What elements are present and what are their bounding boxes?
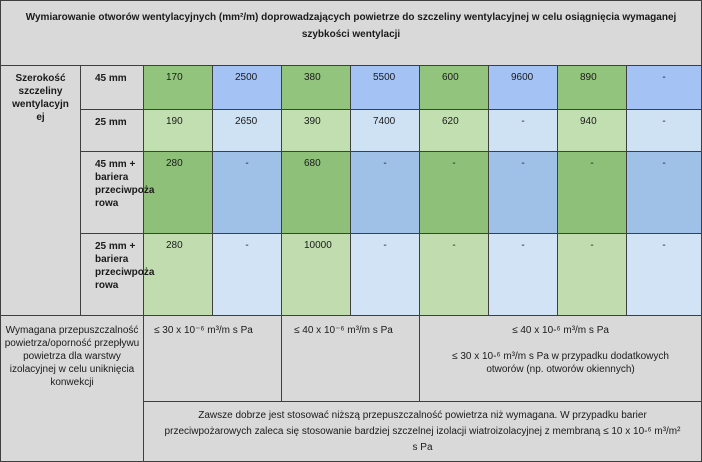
table-cell: 7400 xyxy=(351,110,420,152)
requirement-value-3 xyxy=(420,316,702,402)
table-cell: - xyxy=(558,152,627,234)
table-cell: 280 xyxy=(144,152,213,234)
table-cell: - xyxy=(420,152,489,234)
table-cell: 9600 xyxy=(489,66,558,110)
table-cell: 2650 xyxy=(213,110,282,152)
requirement-label: Wymagana przepuszczalność powietrza/oporność przepływu powietrza dla warstwy izolacyjnej w celu uniknięcia konwekcji xyxy=(1,316,144,462)
table-cell: - xyxy=(213,152,282,234)
table-cell: - xyxy=(420,234,489,316)
table-cell: - xyxy=(213,234,282,316)
table-cell: - xyxy=(351,234,420,316)
row-width-label: 45 mm xyxy=(81,66,144,110)
table-cell: 890 xyxy=(558,66,627,110)
row-width-label: 25 mm xyxy=(81,110,144,152)
table-cell: - xyxy=(627,234,702,316)
table-cell: 190 xyxy=(144,110,213,152)
table-cell: 380 xyxy=(282,66,351,110)
table-cell: 600 xyxy=(420,66,489,110)
gap-width-header: Szerokość szczeliny wentylacyjn ej xyxy=(1,66,81,316)
table-cell: - xyxy=(627,110,702,152)
row-width-label: 45 mm + bariera przeciwpoża rowa xyxy=(81,152,144,234)
table-cell: - xyxy=(558,234,627,316)
table-cell: 5500 xyxy=(351,66,420,110)
table-cell: 680 xyxy=(282,152,351,234)
table-cell: 10000 xyxy=(282,234,351,316)
table-cell: 620 xyxy=(420,110,489,152)
recommendation-note: Zawsze dobrze jest stosować niższą przepuszczalność powietrza niż wymagana. W przypadku barier przeciwpożarowych zaleca się stosowanie bardziej szczelnej izolacji wiatroizolacyjnej z membraną ≤ 10 x 10-⁶ m³/m² s Pa xyxy=(144,402,702,462)
table-cell: 280 xyxy=(144,234,213,316)
requirement-value-3-main: ≤ 40 x 10-⁶ m³/m s Pa xyxy=(512,325,609,336)
table-cell: - xyxy=(627,152,702,234)
table-cell: 2500 xyxy=(213,66,282,110)
table-cell: - xyxy=(627,66,702,110)
table-cell: - xyxy=(489,234,558,316)
table-cell: - xyxy=(351,152,420,234)
requirement-value-2: ≤ 40 x 10⁻⁶ m³/m s Pa xyxy=(282,316,420,402)
table-cell: 390 xyxy=(282,110,351,152)
table-cell: 940 xyxy=(558,110,627,152)
table-cell: - xyxy=(489,110,558,152)
requirement-value-3-extra: ≤ 30 x 10-⁶ m³/m s Pa w przypadku dodatkowych otworów (np. otworów okiennych) xyxy=(452,351,669,375)
row-width-label: 25 mm + bariera przeciwpoża rowa xyxy=(81,234,144,316)
table-cell: 170 xyxy=(144,66,213,110)
table-title: Wymiarowanie otworów wentylacyjnych (mm²/m) doprowadzających powietrze do szczeliny wentylacyjnej w celu osiągnięcia wymaganej szybkości wentylacji xyxy=(1,1,702,66)
table-cell: - xyxy=(489,152,558,234)
requirement-value-1: ≤ 30 x 10⁻⁶ m³/m s Pa xyxy=(144,316,282,402)
